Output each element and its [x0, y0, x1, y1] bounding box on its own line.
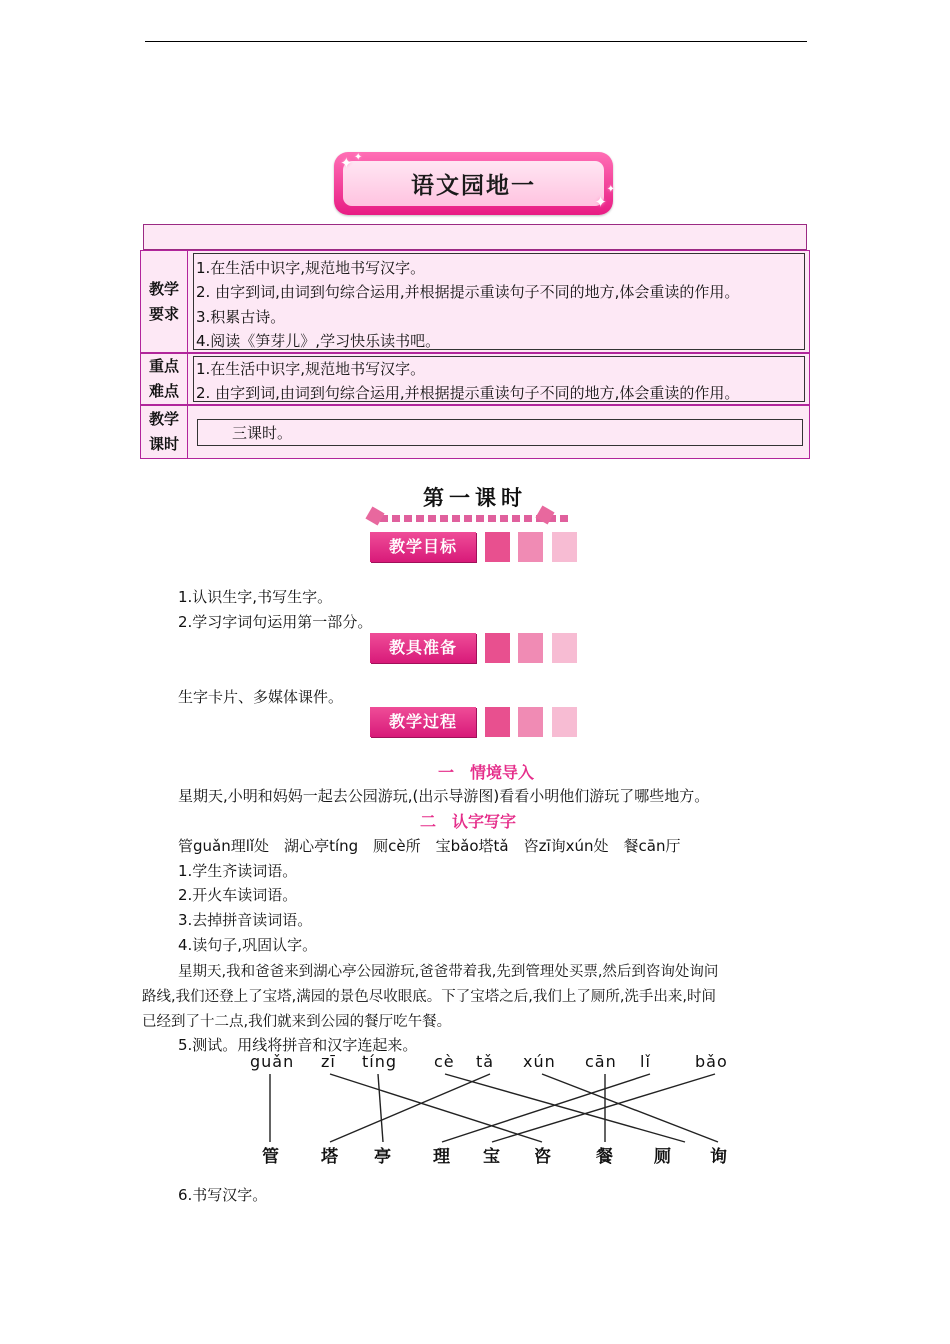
lesson-title: 第一课时 — [423, 486, 527, 510]
hanzi-label: 厕 — [654, 1147, 671, 1167]
hanzi-label: 塔 — [321, 1147, 338, 1167]
requirement-item: 3.积累古诗。 — [196, 308, 286, 326]
row-label: 教学课时 — [141, 406, 188, 458]
row-content — [197, 419, 803, 446]
pinyin-label: cān — [585, 1052, 617, 1071]
hanzi-label: 管 — [262, 1147, 279, 1167]
title-banner — [334, 152, 613, 215]
paragraph-line: 星期天,我和爸爸来到湖心亭公园游玩,爸爸带着我,先到管理处买票,然后到咨询处询问 — [178, 964, 719, 980]
pinyin-label: tíng — [362, 1052, 398, 1071]
table-header-row — [143, 224, 807, 250]
hanzi-label: 宝 — [483, 1147, 500, 1167]
step-item: 3.去掉拼音读词语。 — [178, 911, 313, 929]
match-line — [492, 1074, 715, 1142]
pinyin-label: cè — [434, 1052, 455, 1071]
step-item: 2.开火车读词语。 — [178, 886, 298, 904]
match-line — [442, 1074, 650, 1142]
star-icon: ✦ — [606, 184, 615, 195]
hanzi-label: 餐 — [596, 1147, 613, 1167]
row-content — [193, 356, 805, 402]
pinyin-label: zī — [321, 1052, 336, 1071]
pinyin-label: bǎo — [695, 1052, 728, 1071]
match-line — [378, 1074, 383, 1142]
table-row-hours — [140, 405, 810, 459]
step-item: 6.书写汉字。 — [178, 1186, 268, 1204]
paragraph-line: 已经到了十二点,我们就来到公园的餐厅吃午餐。 — [142, 1014, 452, 1030]
match-line — [330, 1074, 490, 1142]
hanzi-label: 理 — [433, 1147, 450, 1167]
requirement-item: 1.在生活中识字,规范地书写汉字。 — [196, 259, 426, 277]
hours-value: 三课时。 — [232, 424, 293, 442]
pinyin-label: guǎn — [250, 1052, 295, 1071]
paragraph-line: 路线,我们还登上了宝塔,满园的景色尽收眼底。下了宝塔之后,我们上了厕所,洗手出来,时间 — [142, 989, 717, 1005]
goal-item: 1.认识生字,书写生字。 — [178, 588, 333, 606]
step-item: 5.测试。用线将拼音和汉字连起来。 — [178, 1036, 418, 1054]
row-label: 教学要求 — [141, 251, 188, 352]
pinyin-hanzi-matching — [250, 1052, 740, 1170]
step-item: 1.学生齐读词语。 — [178, 862, 298, 880]
top-rule — [145, 41, 807, 42]
part1-heading: 一 情境导入 — [438, 763, 535, 782]
key-point-item: 2. 由字到词,由词到句综合运用,并根据提示重读句子不同的地方,体会重读的作用。 — [196, 384, 740, 402]
word-list: 管guǎn理lǐ处 湖心亭tíng 厕cè所 宝bǎo塔tǎ 咨zī询xún处 餐cān厅 — [178, 837, 681, 855]
step-item: 4.读句子,巩固认字。 — [178, 936, 318, 954]
row-label: 重点难点 — [141, 354, 188, 404]
match-line — [445, 1074, 685, 1142]
hanzi-label: 亭 — [374, 1147, 391, 1167]
part1-text: 星期天,小明和妈妈一起去公园游玩,(出示导游图)看看小明他们游玩了哪些地方。 — [178, 787, 710, 805]
section-tag-process: 教学过程 — [370, 707, 585, 737]
star-icon: ✦ — [340, 154, 353, 172]
requirement-item: 4.阅读《笋芽儿》,学习快乐读书吧。 — [196, 332, 441, 350]
prep-text: 生字卡片、多媒体课件。 — [178, 688, 344, 706]
section-tag-prep: 教具准备 — [370, 633, 585, 663]
match-line — [542, 1074, 718, 1142]
star-icon: ✦ — [594, 193, 607, 211]
table-row-requirements — [140, 250, 810, 353]
part2-heading: 二 认字写字 — [420, 812, 517, 831]
table-row-key-points — [140, 353, 810, 405]
hanzi-label: 询 — [710, 1147, 727, 1167]
requirement-item: 2. 由字到词,由词到句综合运用,并根据提示重读句子不同的地方,体会重读的作用。 — [196, 283, 740, 301]
banner-title: 语文园地一 — [411, 173, 536, 199]
goal-item: 2.学习字词句运用第一部分。 — [178, 613, 373, 631]
match-line — [330, 1074, 542, 1142]
key-point-item: 1.在生活中识字,规范地书写汉字。 — [196, 360, 426, 378]
section-tag-goals: 教学目标 — [370, 532, 585, 562]
star-icon: ✦ — [354, 152, 363, 163]
pinyin-label: lǐ — [640, 1052, 651, 1071]
row-content — [193, 253, 805, 350]
hanzi-label: 咨 — [534, 1147, 551, 1167]
pinyin-label: xún — [523, 1052, 556, 1071]
pinyin-label: tǎ — [476, 1052, 495, 1071]
